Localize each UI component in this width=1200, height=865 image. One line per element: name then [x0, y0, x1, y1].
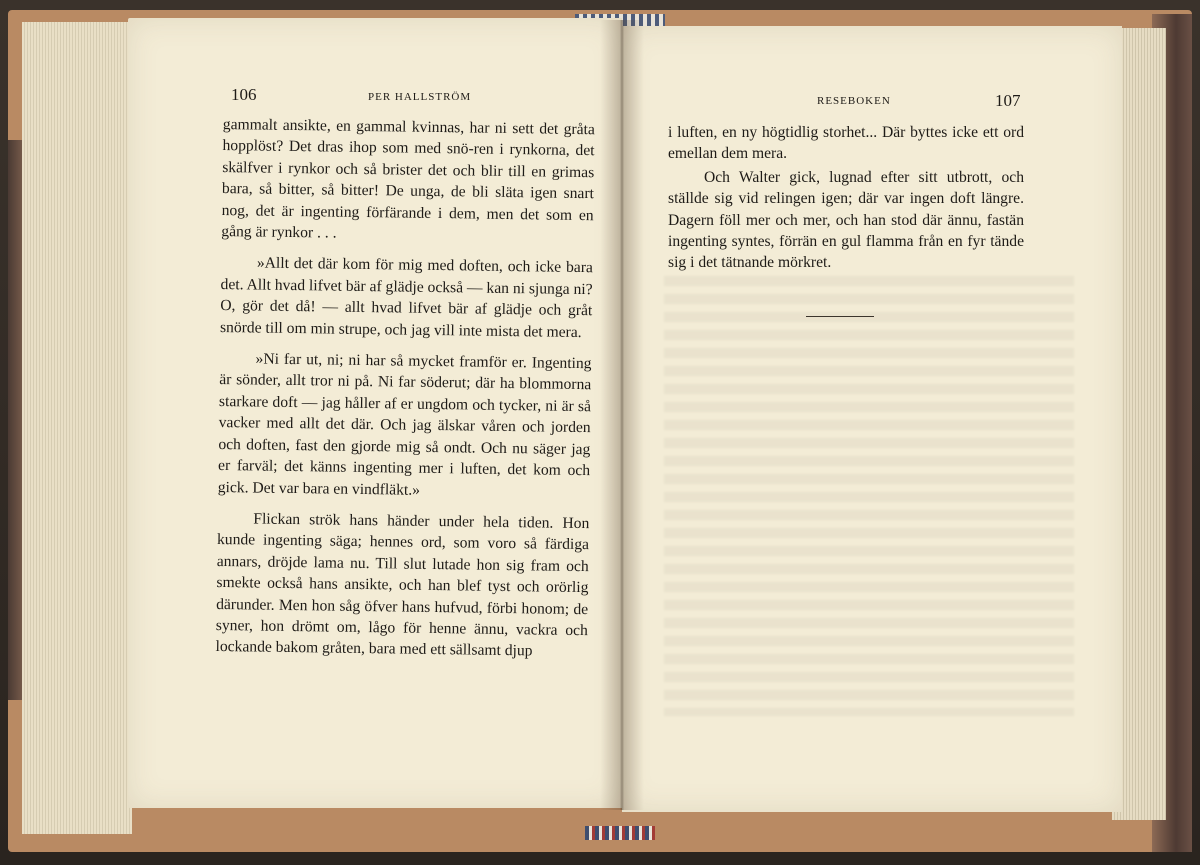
left-running-head: PER HALLSTRÖM: [368, 91, 472, 103]
section-divider: [806, 316, 874, 317]
right-page-number: 107: [995, 91, 1021, 110]
left-page-number: 106: [231, 85, 257, 104]
right-running-head: RESEBOKEN: [817, 95, 891, 107]
left-paragraph: Flickan strök hans händer under hela tiden. Hon kunde ingenting säga; hennes ord, som voro så färdiga annars, dröjde lama nu. Till slut lutade hon sig fram och smekte också hans ansikte, och han blef tyst och orörlig därunder. Men hon såg öfver hans hufvud, förbi honom; de syner, hon drömt om, lågo för henne ännu, vackra och lockande bakom gråten, bara med ett sällsamt djup: [215, 510, 590, 660]
left-paragraph: »Allt det där kom för mig med doften, och icke bara det. Allt hvad lifvet bär af glädje också — kan ni sjunga ni? O, gör det då! — allt hvad lifvet bär af glädje och gråt snörde till om min strupe, och jag vill inte mista det mera.: [219, 254, 594, 341]
right-paragraph: i luften, en ny högtidlig storhet... Där byttes icke ett ord emellan dem mera.: [668, 124, 1024, 163]
book-gutter: [600, 20, 644, 810]
right-body-text: [668, 122, 1024, 274]
headband-bottom: [585, 826, 655, 840]
right-paragraph: Och Walter gick, lugnad efter sitt utbrott, och ställde sig vid relingen igen; där var ingen doft längre. Dagern föll mer och mer, och han stod där ännu, fastän ingenting syntes, förrän en gul flamma från en fyr tände sig i det tätnande mörkret.: [668, 168, 1024, 272]
left-body-text: [215, 114, 595, 663]
page-edges-left: [22, 22, 132, 834]
left-paragraph: »Ni far ut, ni; ni har så mycket framför er. Ingenting är sönder, allt tror ni på. Ni far söderut; där ha blommorna starkare doft — jag håller af er ungdom och tycker, ni är så vacker med allt det där. Och jag älskar våren och jorden och doften, fast den gjorde mig så ondt. Och nu säger jag er farväl; det känns ingenting mer i luften, det kom och gick. Det var bara en vindfläkt.»: [217, 350, 592, 499]
left-paragraph: gammalt ansikte, en gammal kvinnas, har ni sett det gråta hopplöst? Det dras ihop som med snö-ren i rynkorna, det skälfver i rynkor och så brister det och blir till en grimas bara, så bitter, så bitter! De unga, de bli släta igen snart nog, det är ingenting förfärande i dem, men det som en gång är rynkor . . .: [221, 115, 595, 242]
show-through-text: [664, 276, 1074, 716]
